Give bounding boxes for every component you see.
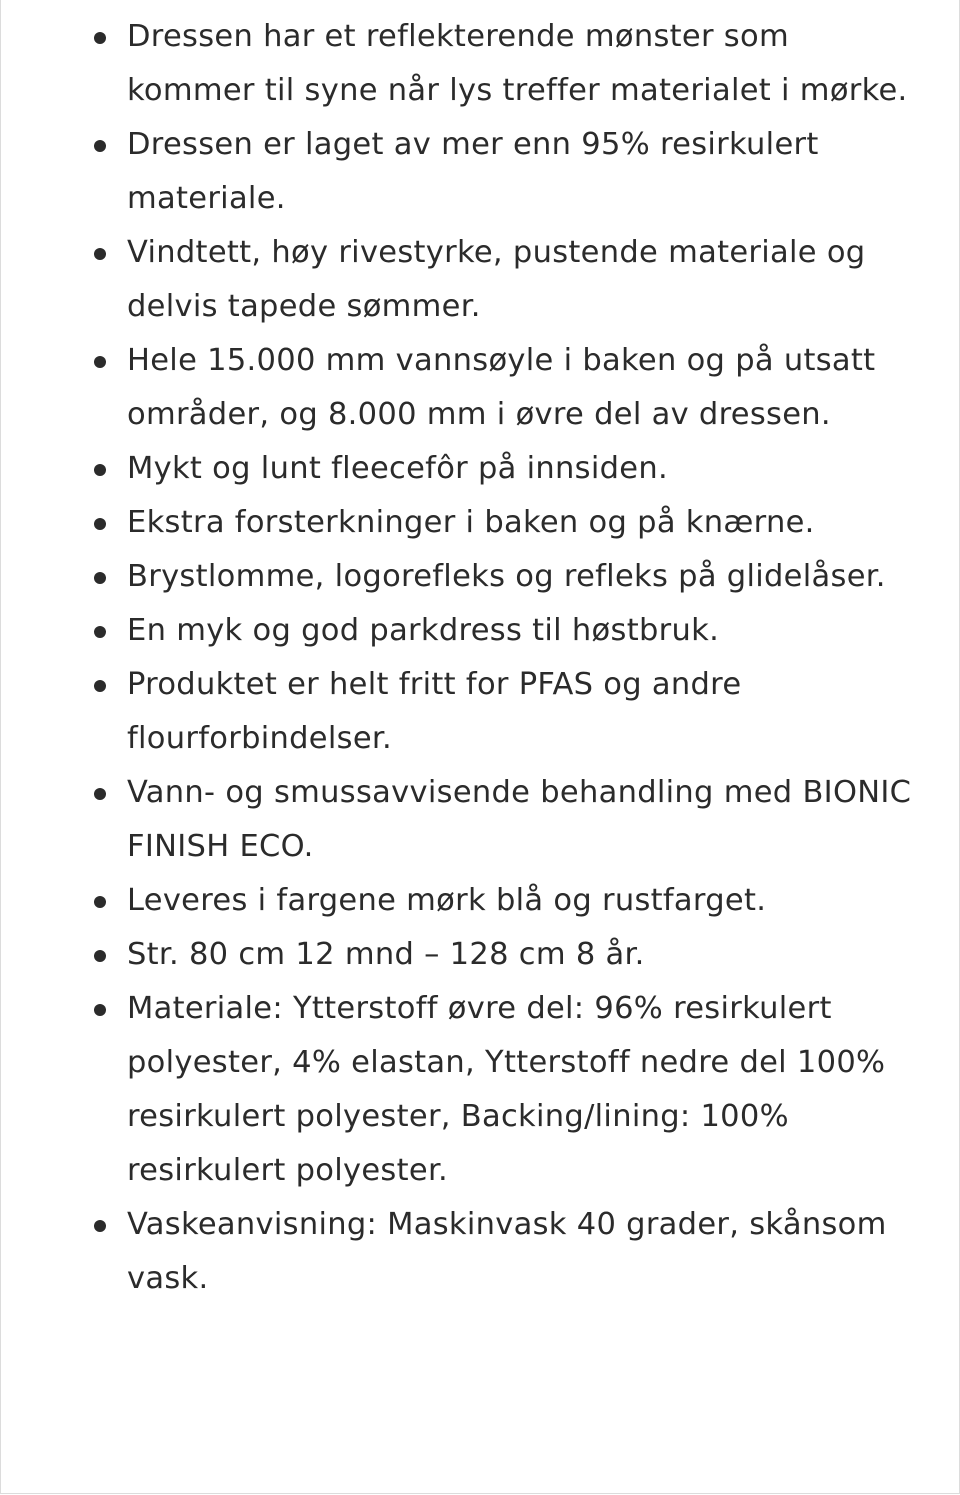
bullet-icon	[94, 572, 106, 584]
list-item-text: Brystlomme, logorefleks og refleks på glidelåser.	[127, 559, 886, 594]
list-item-text: Materiale: Ytterstoff øvre del: 96% resirkulert polyester, 4% elastan, Ytterstoff nedre del 100% resirkulert polyester, Backing/lining: 100% resirkulert polyester.	[127, 991, 886, 1188]
list-item-text: Dressen er laget av mer enn 95% resirkulert materiale.	[127, 127, 819, 216]
list-item-text: Vaskeanvisning: Maskinvask 40 grader, skånsom vask.	[127, 1207, 887, 1296]
list-item	[127, 658, 920, 766]
list-item-text: Vann- og smussavvisende behandling med BIONIC FINISH ECO.	[127, 775, 912, 864]
bullet-icon	[94, 464, 106, 476]
list-item-text: Ekstra forsterkninger i baken og på knærne.	[127, 505, 815, 540]
list-item	[127, 1198, 920, 1306]
list-item	[127, 496, 920, 550]
bullet-icon	[94, 518, 106, 530]
bullet-icon	[94, 680, 106, 692]
bullet-icon	[94, 788, 106, 800]
list-item-text: En myk og god parkdress til høstbruk.	[127, 613, 720, 648]
bullet-icon	[94, 140, 106, 152]
list-item	[127, 334, 920, 442]
list-item	[127, 604, 920, 658]
list-item	[127, 442, 920, 496]
bullet-icon	[94, 950, 106, 962]
bullet-icon	[94, 896, 106, 908]
list-item-text: Dressen har et reflekterende mønster som kommer til syne når lys treffer materialet i mørke.	[127, 19, 908, 108]
bullet-icon	[94, 1004, 106, 1016]
list-item-text: Mykt og lunt fleecefôr på innsiden.	[127, 451, 668, 486]
list-item	[127, 874, 920, 928]
list-item-text: Vindtett, høy rivestyrke, pustende materiale og delvis tapede sømmer.	[127, 235, 866, 324]
list-item	[127, 766, 920, 874]
list-item	[127, 928, 920, 982]
bullet-icon	[94, 32, 106, 44]
list-item-text: Str. 80 cm 12 mnd – 128 cm 8 år.	[127, 937, 645, 972]
list-item-text: Produktet er helt fritt for PFAS og andre flourforbindelser.	[127, 667, 742, 756]
bullet-icon	[94, 1220, 106, 1232]
list-item	[127, 118, 920, 226]
list-item	[127, 550, 920, 604]
bullet-icon	[94, 626, 106, 638]
list-item-text: Hele 15.000 mm vannsøyle i baken og på utsatt områder, og 8.000 mm i øvre del av dressen.	[127, 343, 876, 432]
list-item	[127, 982, 920, 1198]
bullet-icon	[94, 248, 106, 260]
bullet-icon	[94, 356, 106, 368]
list-item-text: Leveres i fargene mørk blå og rustfarget.	[127, 883, 767, 918]
list-item	[127, 10, 920, 118]
list-item	[127, 226, 920, 334]
